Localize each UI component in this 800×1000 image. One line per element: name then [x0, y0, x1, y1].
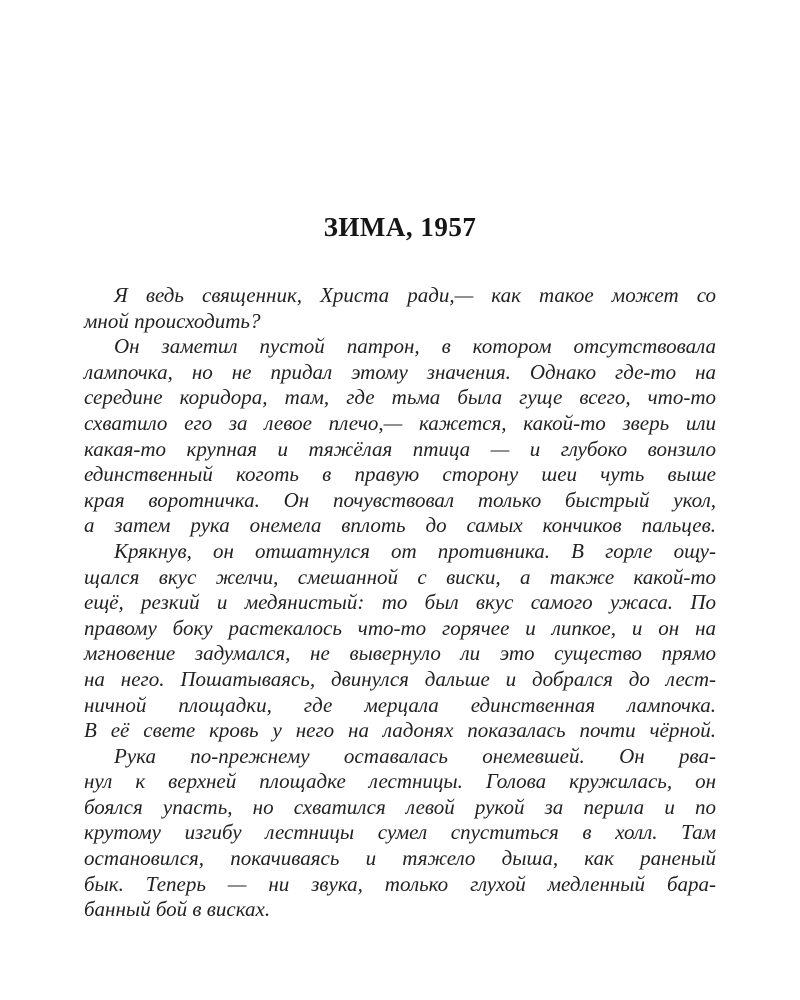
text-line: мной происходить? [84, 308, 261, 333]
body-text [84, 283, 716, 923]
text-line: середине коридора, там, где тьма была гуще всего, что-то [84, 385, 716, 410]
text-line: Он заметил пустой патрон, в котором отсутствовала [114, 334, 716, 359]
text-line: единственный коготь в правую сторону шеи чуть выше [84, 462, 716, 487]
text-line: Крякнув, он отшатнулся от противника. В горле ощу- [114, 538, 716, 563]
text-line: ничной площадки, где мерцала единственная лампочка. [84, 692, 716, 717]
text-line: Рука по-прежнему оставалась онемевшей. Он рва- [114, 743, 716, 768]
text-line: банный бой в висках. [84, 897, 271, 922]
text-line: мгновение задумался, не вывернуло ли это существо прямо [84, 641, 716, 666]
text-line: В её свете кровь у него на ладонях показалась почти чёрной. [84, 718, 716, 743]
text-line: Я ведь священник, Христа ради,— как такое может со [114, 283, 716, 307]
text-line: схватило его за левое плечо,— кажется, какой-то зверь или [84, 410, 716, 435]
chapter-title: ЗИМА, 1957 [323, 212, 477, 242]
text-line: нул к верхней площадке лестницы. Голова кружилась, он [84, 769, 716, 794]
text-line: на него. Пошатываясь, двинулся дальше и добрался до лест- [84, 666, 716, 691]
text-line: щался вкус желчи, смешанной с виски, а также какой-то [84, 564, 716, 589]
text-line: а затем рука онемела вплоть до самых кончиков пальцев. [84, 513, 716, 538]
text-line: боялся упасть, но схватился левой рукой за перила и по [84, 794, 716, 819]
text-line: края воротничка. Он почувствовал только быстрый укол, [84, 487, 716, 512]
text-line: правому боку растекалось что-то горячее и липкое, и он на [84, 615, 716, 640]
text-line: лампочка, но не придал этому значения. Однако где-то на [84, 359, 716, 384]
text-line: ещё, резкий и медянистый: то был вкус самого ужаса. По [84, 590, 716, 615]
text-line: какая-то крупная и тяжёлая птица — и глубоко вонзило [84, 436, 716, 461]
text-line: крутому изгибу лестницы сумел спуститься в холл. Там [84, 820, 716, 845]
text-line: бык. Теперь — ни звука, только глухой медленный бара- [84, 871, 716, 896]
text-line: остановился, покачиваясь и тяжело дыша, как раненый [84, 846, 716, 871]
